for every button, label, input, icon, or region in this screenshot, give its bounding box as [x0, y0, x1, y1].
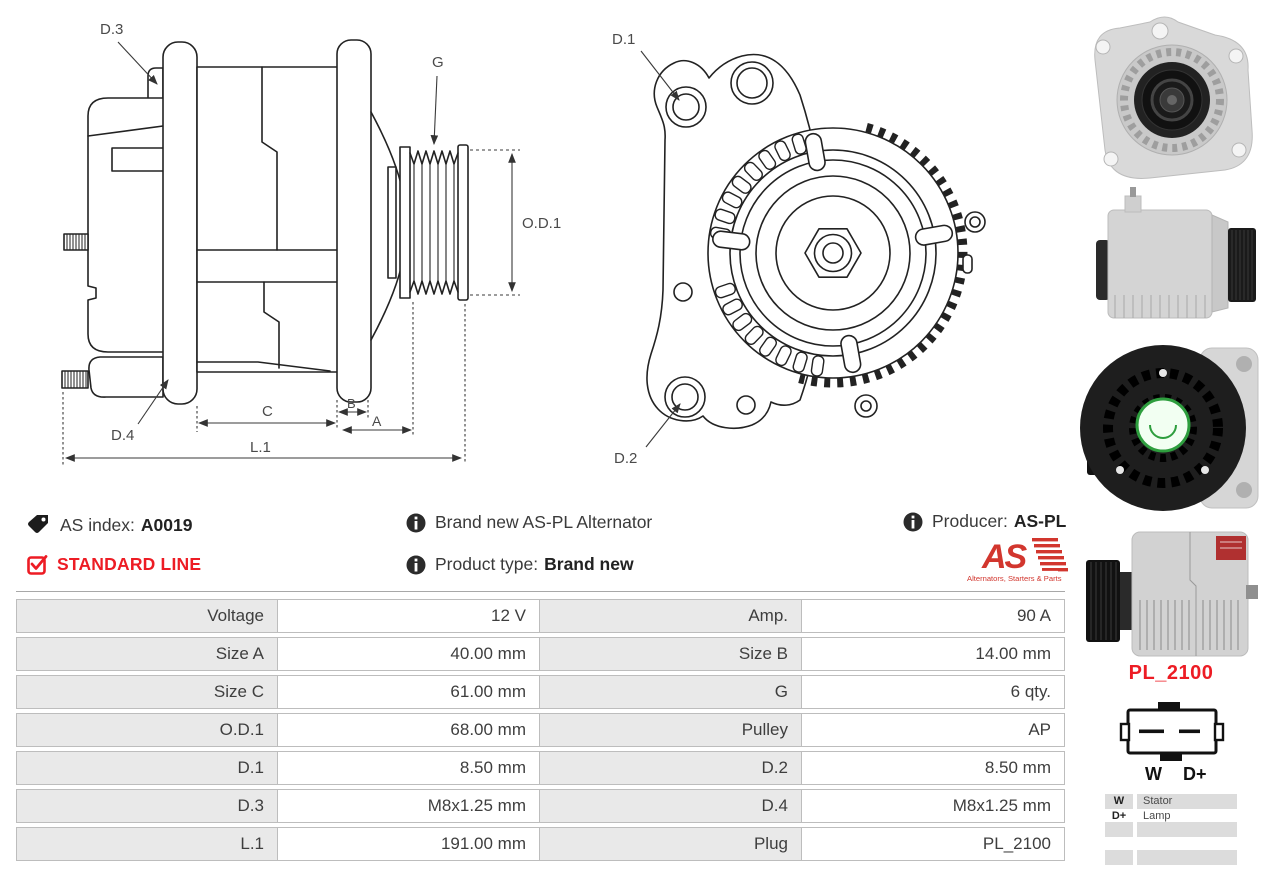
spec-value: 40.00 mm [278, 637, 539, 671]
logo-text: AS [982, 538, 1026, 576]
front-view-drawing [647, 55, 985, 429]
spec-value: 90 A [802, 599, 1065, 633]
spec-label: Size B [539, 637, 802, 671]
spec-value: 61.00 mm [278, 675, 539, 709]
dim-label-c: C [262, 403, 273, 420]
dim-label-d4: D.4 [111, 427, 135, 444]
dim-label-d3: D.3 [100, 21, 124, 38]
connector-bottom-tab [1160, 752, 1182, 761]
spec-label: O.D.1 [16, 713, 278, 747]
producer [903, 511, 1066, 532]
product-photo-side-left [1086, 532, 1258, 656]
dim-label-b: B [347, 396, 356, 411]
spec-label: Amp. [539, 599, 802, 633]
spec-value: 68.00 mm [278, 713, 539, 747]
info-icon [406, 513, 426, 533]
connector-pin-dplus [1179, 730, 1200, 734]
spec-label: D.1 [16, 751, 278, 785]
product-type [406, 554, 634, 575]
info-icon [406, 555, 426, 575]
spec-label: Pulley [539, 713, 802, 747]
spec-value: PL_2100 [802, 827, 1065, 861]
product-description [406, 512, 652, 533]
pin-function: Stator [1137, 794, 1237, 809]
as-pl-logo [960, 536, 1070, 584]
spec-value: 8.50 mm [278, 751, 539, 785]
product-photos [1080, 0, 1262, 660]
pin-function: Lamp [1143, 810, 1171, 822]
spec-value: 12 V [278, 599, 539, 633]
dim-label-d1: D.1 [612, 31, 636, 48]
pin-label-dplus: D+ [1183, 764, 1207, 784]
pin-row-empty [1105, 837, 1237, 850]
pin-function-table [1105, 794, 1237, 865]
product-photo-side-right [1096, 187, 1256, 318]
pin-row-empty [1105, 850, 1237, 865]
checkbox-icon [27, 554, 48, 575]
spec-value: 191.00 mm [278, 827, 539, 861]
pin-row [1105, 794, 1237, 809]
side-view-drawing [62, 40, 468, 404]
producer-label: Producer: [932, 511, 1008, 531]
spec-label: Voltage [16, 599, 278, 633]
dim-label-d2: D.2 [614, 450, 638, 467]
table-row [16, 751, 1065, 785]
spec-label: L.1 [16, 827, 278, 861]
as-index [27, 514, 192, 536]
info-icon [903, 512, 923, 532]
tag-icon [27, 514, 51, 536]
spec-value: AP [802, 713, 1065, 747]
table-row [16, 637, 1065, 671]
as-index-value: A0019 [140, 514, 193, 535]
pin-row [1105, 809, 1237, 822]
connector-top-tab [1158, 702, 1180, 711]
spec-table [16, 599, 1065, 865]
spec-label: D.2 [539, 751, 802, 785]
technical-drawings [0, 0, 1080, 492]
dim-label-g: G [432, 54, 444, 71]
description-text: Brand new AS-PL Alternator [435, 512, 653, 532]
spec-value: M8x1.25 mm [278, 789, 539, 823]
table-row [16, 789, 1065, 823]
dim-label-od1: O.D.1 [522, 215, 562, 232]
connector-right-tab [1215, 724, 1223, 740]
spec-label: Size A [16, 637, 278, 671]
connector-left-tab [1121, 724, 1129, 740]
product-photo-rear [1080, 345, 1258, 511]
spec-label: Plug [539, 827, 802, 861]
spec-table-top-border [16, 591, 1065, 592]
standard-line-badge [27, 554, 201, 575]
connector-pin-w [1139, 730, 1164, 734]
plug-name: PL_2100 [1128, 662, 1214, 684]
front-view-labels [612, 31, 637, 467]
table-row [16, 675, 1065, 709]
as-index-label: AS index: [60, 514, 135, 535]
spec-value: 14.00 mm [802, 637, 1065, 671]
standard-line-label: STANDARD LINE [57, 554, 202, 574]
dim-label-l1: L.1 [250, 439, 271, 456]
pin-id: D+ [1111, 810, 1127, 822]
dim-label-a: A [372, 413, 382, 429]
pin-id: W [1105, 794, 1133, 809]
product-type-label: Product type: [435, 554, 539, 574]
table-row [16, 713, 1065, 747]
pin-row-empty [1105, 822, 1237, 837]
spec-label: D.3 [16, 789, 278, 823]
spec-value: 6 qty. [802, 675, 1065, 709]
spec-label: D.4 [539, 789, 802, 823]
spec-value: 8.50 mm [802, 751, 1065, 785]
spec-label: Size C [16, 675, 278, 709]
spec-label: G [539, 675, 802, 709]
table-row [16, 827, 1065, 861]
logo-tagline: Alternators, Starters & Parts [967, 574, 1062, 583]
product-photo-front [1095, 17, 1253, 178]
connector-diagram [1085, 690, 1262, 785]
logo-stripes [1032, 538, 1068, 571]
product-type-value: Brand new [544, 554, 634, 574]
spec-value: M8x1.25 mm [802, 789, 1065, 823]
producer-value: AS-PL [1013, 511, 1067, 531]
pin-label-w: W [1145, 764, 1162, 784]
table-row [16, 599, 1065, 633]
